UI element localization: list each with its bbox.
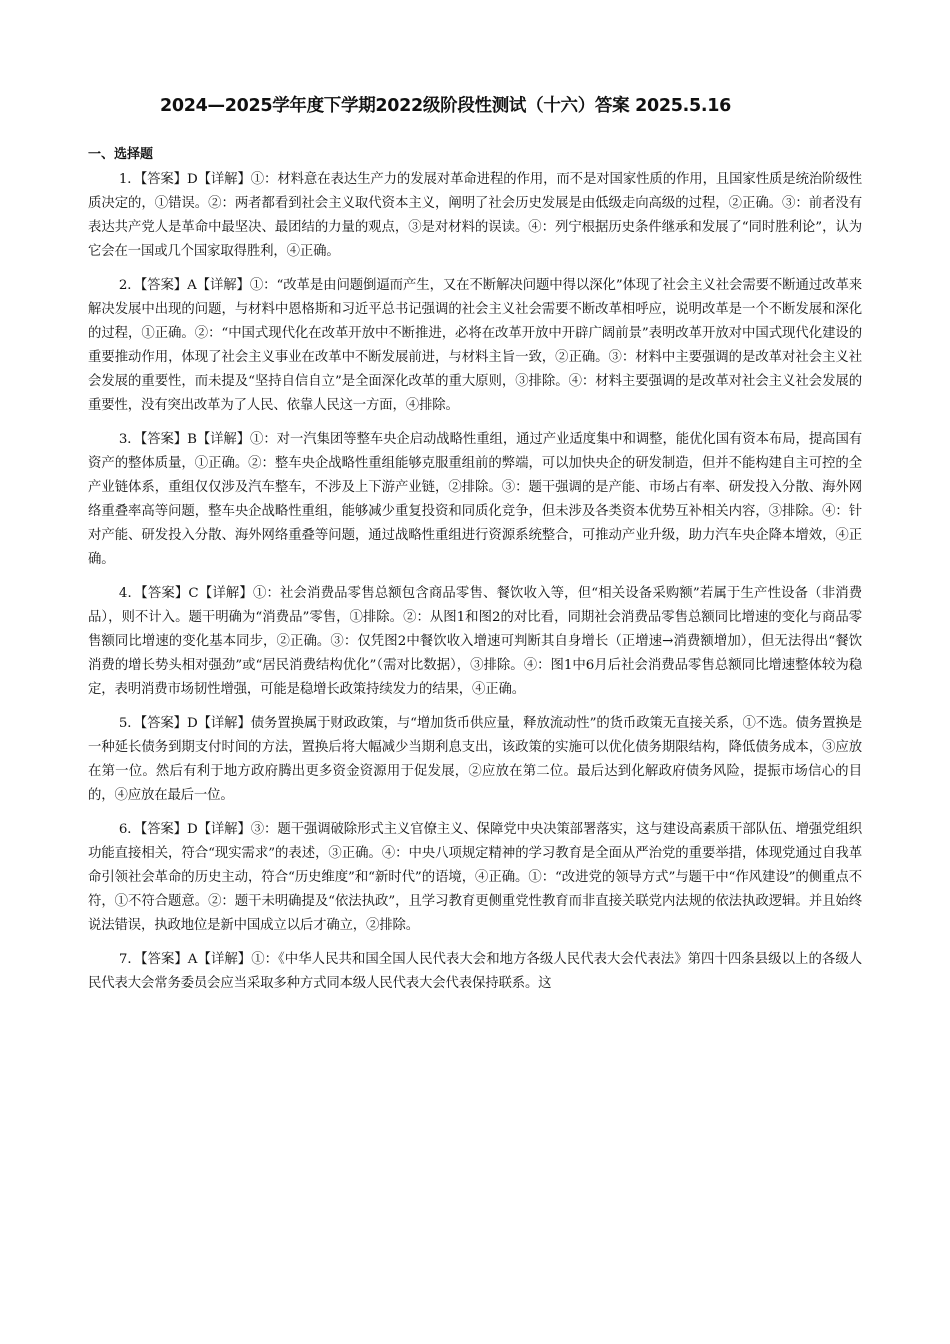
answer-item-3: 3．【答案】B【详解】①：对一汽集团等整车央企启动战略性重组，通过产业适度集中和调整，能优化国有资本布局，提高国有资产的整体质量，①正确。②：整车央企战略性重组能够克服重组前的弊端，可以加快央企的研发制造，但并不能构建自主可控的全产业链体系，重组仅仅涉及汽车整车，不涉及上下游产业链，②排除。③：题干强调的是产能、市场占有率、研发投入分散、海外网络重叠率高等问题，整车央企战略性重组，能够减少重复投资和同质化竞争，但未涉及各类资本优势互补相关内容，③排除。④：针对产能、研发投入分散、海外网络重叠等问题，通过战略性重组进行资源系统整合，可推动产业升级，助力汽车央企降本增效，④正确。 bbox=[88, 432, 862, 567]
answer-item-6: 6．【答案】D【详解】③：题干强调破除形式主义官僚主义、保障党中央决策部署落实，这与建设高素质干部队伍、增强党组织功能直接相关，符合“现实需求”的表述，③正确。④：中央八项规定精神的学习教育是全面从严治党的重要举措，体现党通过自我革命引领社会革命的历史主动，符合“历史维度”和“新时代”的语境，④正确。①：“改进党的领导方式”与题干中“作风建设”的侧重点不符，①不符合题意。②：题干未明确提及“依法执政”，且学习教育更侧重党性教育而非直接关联党内法规的依法执政逻辑。并且始终说法错误，执政地位是新中国成立以后才确立，②排除。 bbox=[88, 822, 862, 933]
answer-item-4: 4．【答案】C【详解】①：社会消费品零售总额包含商品零售、餐饮收入等，但“相关设备采购额”若属于生产性设备（非消费品），则不计入。题干明确为“消费品”零售，①排除。②：从图1和图2的对比看，同期社会消费品零售总额同比增速的变化与商品零售额同比增速的变化基本同步，②正确。③：仅凭图2中餐饮收入增速可判断其自身增长（正增速→消费额增加），但无法得出“餐饮消费的增长势头相对强劲”或“居民消费结构优化”（需对比数据），③排除。④：图1中6月后社会消费品零售总额同比增速整体较为稳定，表明消费市场韧性增强，可能是稳增长政策持续发力的结果，④正确。 bbox=[88, 586, 862, 697]
answer-item-2: 2．【答案】A【详解】①：“改革是由问题倒逼而产生，又在不断解决问题中得以深化”体现了社会主义社会需要不断通过改革来解决发展中出现的问题，与材料中恩格斯和习近平总书记强调的社会主义社会需要不断改革相呼应，说明改革是一个不断发展和深化的过程，①正确。②：“中国式现代化在改革开放中不断推进，必将在改革开放中开辟广阔前景”表明改革开放对中国式现代化建设的重要推动作用，体现了社会主义事业在改革中不断发展前进，与材料主旨一致，②正确。③：材料中主要强调的是改革对社会主义社会发展的重要性，而未提及“坚持自信自立”是全面深化改革的重大原则，③排除。④：材料主要强调的是改革对社会主义社会发展的重要性，没有突出改革为了人民、依靠人民这一方面，④排除。 bbox=[88, 278, 862, 413]
answer-item-5: 5．【答案】D【详解】债务置换属于财政政策，与“增加货币供应量，释放流动性”的货币政策无直接关系，①不选。债务置换是一种延长债务到期支付时间的方法，置换后将大幅减少当期利息支出，该政策的实施可以优化债务期限结构，降低债务成本，③应放在第一位。然后有利于地方政府腾出更多资金资源用于促发展，②应放在第二位。最后达到化解政府债务风险，提振市场信心的目的，④应放在最后一位。 bbox=[88, 716, 862, 803]
answer-item-1: 1．【答案】D【详解】①：材料意在表达生产力的发展对革命进程的作用，而不是对国家性质的作用，且国家性质是统治阶级性质决定的，①错误。②：两者都看到社会主义取代资本主义，阐明了社会历史发展是由低级走向高级的过程，②正确。③：前者没有表达共产党人是革命中最坚决、最团结的力量的观点，③是对材料的误读。④：列宁根据历史条件继承和发展了“同时胜利论”，认为它会在一国或几个国家取得胜利，④正确。 bbox=[88, 172, 862, 259]
answer-item-7: 7．【答案】A【详解】①：《中华人民共和国全国人民代表大会和地方各级人民代表大会代表法》第四十四条县级以上的各级人民代表大会常务委员会应当采取多种方式同本级人民代表大会代表保持联系。这 bbox=[88, 952, 862, 991]
section-heading-choice: 一、选择题 bbox=[88, 147, 154, 162]
document-title: 2024—2025学年度下学期2022级阶段性测试（十六）答案 2025.5.16 bbox=[160, 96, 731, 116]
